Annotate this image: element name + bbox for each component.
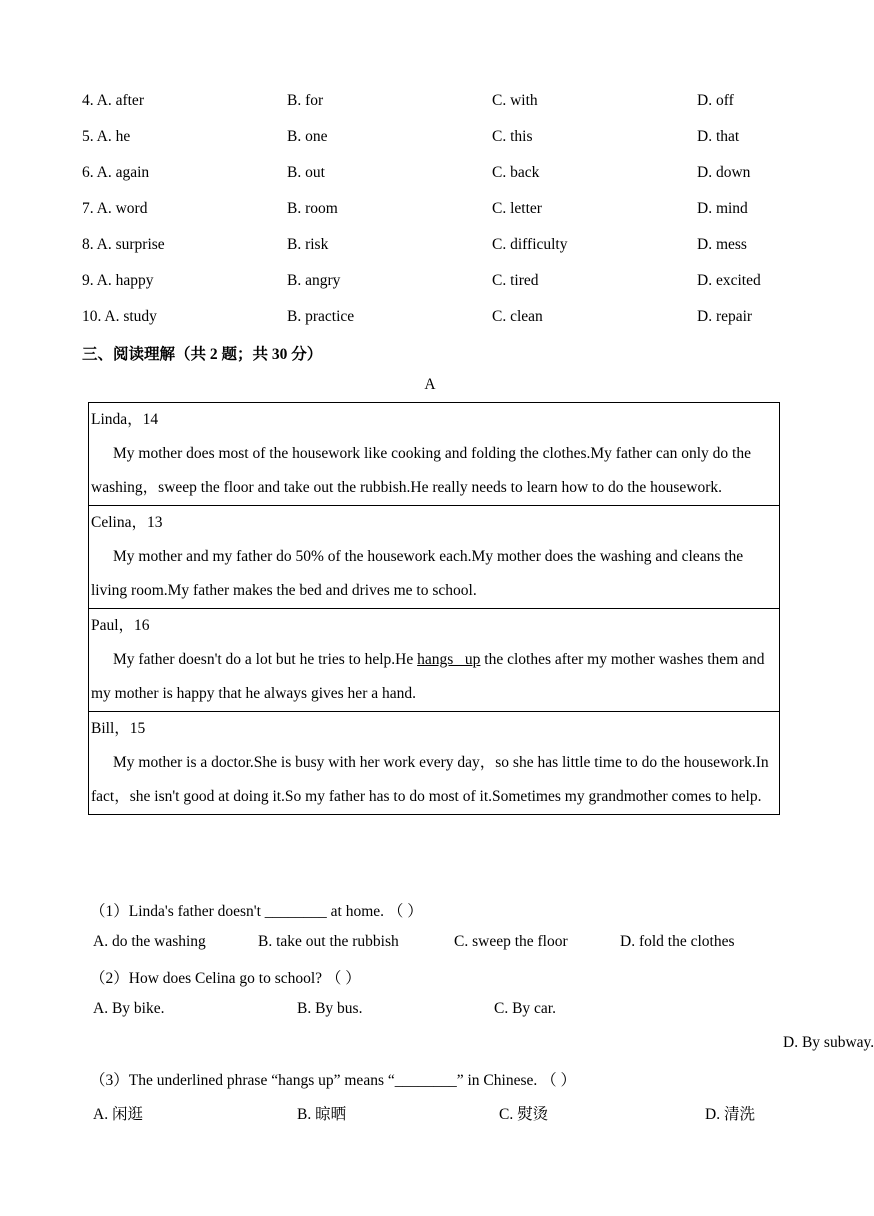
option-d: D. 清洗 xyxy=(705,1106,755,1123)
option-d: D. off xyxy=(697,92,734,109)
passage-label: A xyxy=(424,376,436,393)
option-row-6 xyxy=(82,164,782,186)
person-name: Paul，16 xyxy=(91,617,150,634)
option-c: C. this xyxy=(492,128,533,145)
person-text: My mother and my father do 50% of the housework each.My mother does the washing and cleans the living room.My father makes the bed and drives me to school. xyxy=(91,548,744,599)
option-c: C. back xyxy=(492,164,540,181)
option-row-8 xyxy=(82,236,782,258)
option-d: D. fold the clothes xyxy=(620,933,735,950)
option-row-5 xyxy=(82,128,782,150)
option-d-text: D. By subway. xyxy=(783,1034,874,1051)
option-a: A. 闲逛 xyxy=(93,1106,143,1123)
person-text: My mother does most of the housework like cooking and folding the clothes.My father can only do the washing，sweep the floor and take out the rubbish.He really needs to learn how to do the housework. xyxy=(91,445,751,496)
option-b: B. angry xyxy=(287,272,341,289)
option-b: B. one xyxy=(287,128,328,145)
question-3: （3）The underlined phrase “hangs up” means “________” in Chinese. （ ） xyxy=(90,1072,576,1089)
underlined-phrase: hangs up xyxy=(417,651,481,668)
person-name: Linda，14 xyxy=(91,411,159,428)
option-a: 8. A. surprise xyxy=(82,236,165,253)
option-row-10 xyxy=(82,308,782,330)
option-d: D. that xyxy=(697,128,740,145)
option-a: 7. A. word xyxy=(82,200,148,217)
person-text xyxy=(91,643,777,711)
person-text: My mother is a doctor.She is busy with her work every day，so she has little time to do the housework.In fact，she isn't good at doing it.So my father has to do most of it.Sometimes my grandmother comes to help. xyxy=(91,754,769,805)
option-a: 5. A. he xyxy=(82,128,131,145)
option-c: C. difficulty xyxy=(492,236,568,253)
option-a: A. do the washing xyxy=(93,933,206,950)
person-cell-celina xyxy=(89,505,779,608)
option-c: C. letter xyxy=(492,200,542,217)
option-d: D. mess xyxy=(697,236,747,253)
option-d: D. down xyxy=(697,164,751,181)
text-before: My father doesn't do a lot but he tries to help.He xyxy=(113,651,418,668)
option-c: C. By car. xyxy=(494,1000,556,1017)
option-d: D. mind xyxy=(697,200,748,217)
option-row-9 xyxy=(82,272,782,294)
option-b: B. risk xyxy=(287,236,329,253)
option-b: B. out xyxy=(287,164,325,181)
question-1-options xyxy=(93,933,783,955)
person-name: Bill，15 xyxy=(91,720,146,737)
option-b: B. 晾晒 xyxy=(297,1106,347,1123)
option-d: D. excited xyxy=(697,272,761,289)
person-cell-bill xyxy=(89,711,779,814)
option-a: 9. A. happy xyxy=(82,272,154,289)
option-c: C. tired xyxy=(492,272,539,289)
question-1: （1）Linda's father doesn't ________ at home. （ ） xyxy=(90,903,423,920)
option-a: A. By bike. xyxy=(93,1000,165,1017)
passage-table xyxy=(88,402,780,815)
option-c: C. sweep the floor xyxy=(454,933,568,950)
text-after: the clothes after my mother washes them and my mother is happy that he always gives her a hand. xyxy=(91,651,765,702)
option-c: C. with xyxy=(492,92,538,109)
person-name: Celina，13 xyxy=(91,514,163,531)
option-b: B. By bus. xyxy=(297,1000,363,1017)
person-cell-linda xyxy=(89,403,779,505)
section-title: 三、阅读理解（共 2 题；共 30 分） xyxy=(82,346,323,363)
option-b: B. for xyxy=(287,92,324,109)
option-a: 4. A. after xyxy=(82,92,144,109)
option-row-7 xyxy=(82,200,782,222)
option-c: C. clean xyxy=(492,308,543,325)
option-b: B. room xyxy=(287,200,338,217)
option-c: C. 熨烫 xyxy=(499,1106,549,1123)
option-b: B. practice xyxy=(287,308,355,325)
question-2-options xyxy=(93,1000,874,1051)
person-cell-paul xyxy=(89,608,779,711)
question-3-options xyxy=(93,1102,783,1124)
option-row-4 xyxy=(82,92,782,114)
option-b: B. take out the rubbish xyxy=(258,933,399,950)
question-2: （2）How does Celina go to school? （ ） xyxy=(90,970,361,987)
option-d: D. repair xyxy=(697,308,753,325)
option-a: 10. A. study xyxy=(82,308,157,325)
option-a: 6. A. again xyxy=(82,164,150,181)
